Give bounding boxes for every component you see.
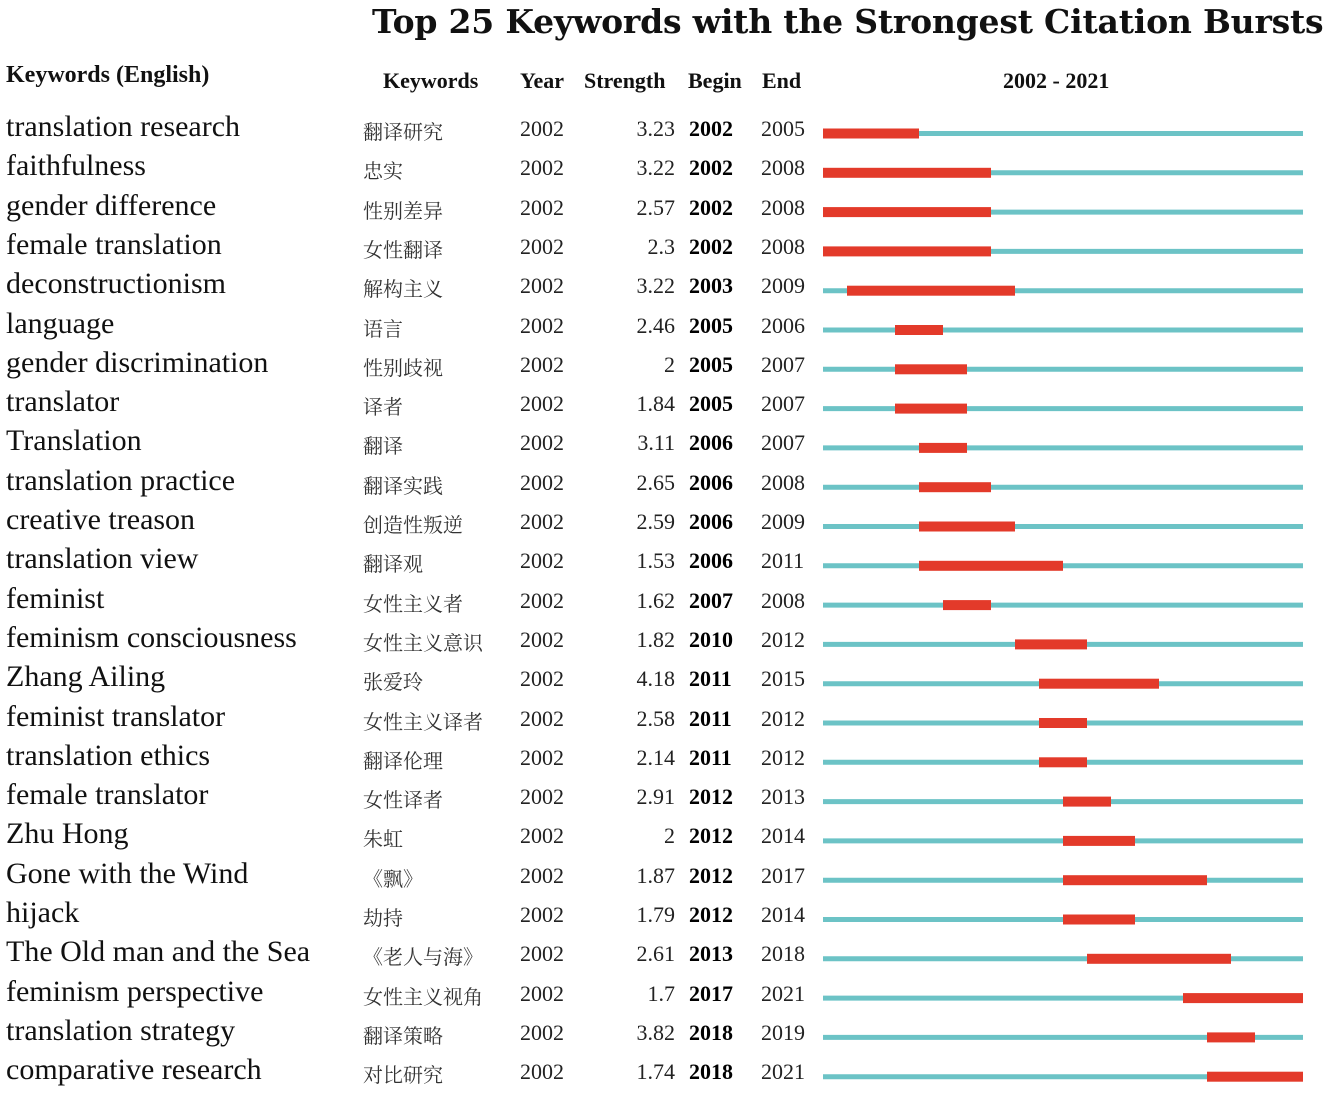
begin-value: 2018 — [689, 1059, 733, 1085]
end-value: 2009 — [761, 273, 805, 299]
end-value: 2014 — [761, 902, 805, 927]
end-value: 2007 — [761, 351, 805, 377]
strength-value: 3.11 — [637, 430, 675, 456]
strength-value: 1.62 — [636, 587, 675, 613]
english-keyword-label: translation view — [6, 542, 199, 576]
keyword-label: 翻译实践 — [363, 473, 443, 498]
english-keyword-label: deconstructionism — [6, 267, 226, 301]
keyword-label: 翻译 — [363, 434, 403, 459]
strength-value: 2 — [664, 351, 675, 377]
end-column-header: End — [762, 68, 802, 93]
begin-value: 2018 — [689, 1019, 733, 1045]
english-keyword-label: translation research — [6, 110, 241, 143]
begin-value: 2012 — [689, 862, 733, 888]
strength-value: 3.22 — [636, 273, 675, 299]
burst-bar — [1039, 757, 1087, 767]
keyword-label: 性别歧视 — [363, 355, 443, 380]
strength-value: 1.74 — [636, 1059, 675, 1085]
strength-value: 2.58 — [636, 705, 675, 731]
year-value: 2002 — [520, 469, 564, 495]
begin-value: 2002 — [689, 233, 733, 259]
burst-bar — [1063, 797, 1111, 807]
burst-bar — [1183, 993, 1303, 1003]
timeline-range-header: 2002 - 2021 — [1003, 68, 1110, 93]
year-value: 2002 — [520, 980, 564, 1006]
english-keyword-label: The Old man and the Sea — [6, 935, 311, 969]
end-value: 2012 — [761, 626, 805, 652]
end-value: 2013 — [761, 784, 805, 810]
year-value: 2002 — [520, 784, 564, 810]
burst-bar — [1063, 836, 1135, 846]
burst-bar — [1063, 875, 1207, 885]
year-value: 2002 — [520, 548, 564, 574]
keyword-label: 翻译观 — [363, 552, 423, 577]
end-value: 2008 — [761, 194, 805, 220]
burst-bar — [895, 404, 967, 414]
strength-value: 2.14 — [636, 744, 675, 770]
end-value: 2021 — [761, 980, 805, 1006]
begin-value: 2010 — [689, 626, 733, 652]
burst-bar — [1015, 639, 1087, 649]
english-keyword-label: female translator — [6, 778, 209, 812]
burst-bar — [823, 246, 991, 256]
year-value: 2002 — [520, 941, 564, 967]
begin-column-header: Begin — [688, 68, 742, 93]
keyword-label: 女性主义译者 — [363, 709, 483, 734]
burst-bar — [919, 443, 967, 453]
year-value: 2002 — [520, 312, 564, 338]
english-keyword-label: feminist translator — [6, 699, 226, 733]
keyword-label: 劫持 — [363, 906, 403, 930]
strength-value: 2.46 — [636, 312, 675, 338]
end-value: 2014 — [761, 823, 805, 849]
strength-value: 3.23 — [636, 116, 675, 141]
year-value: 2002 — [520, 430, 564, 456]
english-keyword-label: translator — [6, 385, 120, 419]
english-keyword-label: comparative research — [6, 1053, 262, 1087]
strength-value: 2.57 — [636, 194, 675, 220]
keyword-label: 女性主义视角 — [363, 984, 483, 1009]
begin-value: 2002 — [689, 116, 733, 141]
year-value: 2002 — [520, 273, 564, 299]
keyword-label: 翻译伦理 — [363, 748, 443, 773]
strength-value: 3.22 — [636, 155, 675, 181]
year-value: 2002 — [520, 823, 564, 849]
begin-value: 2013 — [689, 941, 733, 967]
end-value: 2018 — [761, 941, 805, 967]
strength-value: 2.59 — [636, 509, 675, 534]
burst-bar — [1087, 954, 1231, 964]
burst-bar — [919, 522, 1015, 532]
year-column-header: Year — [520, 68, 564, 93]
end-value: 2012 — [761, 744, 805, 770]
keyword-label: 创造性叛逆 — [363, 513, 463, 537]
begin-value: 2006 — [689, 548, 733, 574]
english-keyword-label: translation strategy — [6, 1013, 236, 1047]
begin-value: 2006 — [689, 430, 733, 456]
keyword-label: 性别差异 — [363, 198, 443, 223]
burst-bar — [1039, 679, 1159, 689]
strength-value: 1.53 — [636, 548, 675, 574]
english-keyword-label: translation practice — [6, 463, 236, 497]
end-value: 2008 — [761, 155, 805, 181]
burst-bar — [847, 286, 1015, 296]
burst-bar — [1207, 1072, 1303, 1082]
burst-bar — [895, 325, 943, 335]
year-value: 2002 — [520, 155, 564, 181]
year-value: 2002 — [520, 194, 564, 220]
begin-value: 2002 — [689, 155, 733, 181]
keyword-label: 对比研究 — [363, 1063, 443, 1088]
strength-value: 3.82 — [636, 1019, 675, 1045]
english-keyword-label: female translation — [6, 227, 222, 261]
english-keyword-label: language — [6, 306, 115, 340]
begin-value: 2011 — [689, 666, 732, 692]
begin-value: 2006 — [689, 509, 733, 534]
year-value: 2002 — [520, 902, 564, 927]
keyword-label: 女性主义意识 — [363, 630, 483, 655]
year-value: 2002 — [520, 587, 564, 613]
begin-value: 2005 — [689, 391, 733, 417]
begin-value: 2005 — [689, 312, 733, 338]
english-keywords-header: Keywords (English) — [6, 62, 210, 88]
end-value: 2012 — [761, 705, 805, 731]
year-value: 2002 — [520, 666, 564, 692]
begin-value: 2017 — [689, 980, 733, 1006]
strength-value: 2.65 — [636, 469, 675, 495]
begin-value: 2002 — [689, 194, 733, 220]
strength-value: 1.79 — [636, 902, 675, 927]
end-value: 2011 — [761, 548, 805, 574]
burst-bar — [823, 168, 991, 178]
burst-bar — [919, 561, 1063, 571]
begin-value: 2012 — [689, 823, 733, 849]
strength-value: 2 — [664, 823, 675, 849]
year-value: 2002 — [520, 744, 564, 770]
year-value: 2002 — [520, 351, 564, 377]
english-keyword-label: faithfulness — [6, 149, 146, 183]
begin-value: 2012 — [689, 902, 733, 927]
strength-column-header: Strength — [584, 68, 666, 93]
strength-value: 1.7 — [647, 980, 675, 1006]
end-value: 2008 — [761, 587, 805, 613]
keyword-label: 女性主义者 — [363, 591, 463, 616]
end-value: 2008 — [761, 233, 805, 259]
english-keyword-label: Translation — [6, 424, 142, 458]
begin-value: 2003 — [689, 273, 733, 299]
burst-bar — [943, 600, 991, 610]
end-value: 2017 — [761, 862, 805, 888]
year-value: 2002 — [520, 1019, 564, 1045]
end-value: 2008 — [761, 469, 805, 495]
burst-bar — [1063, 915, 1135, 925]
english-keyword-label: hijack — [6, 896, 80, 929]
keyword-label: 翻译研究 — [363, 120, 443, 144]
begin-value: 2007 — [689, 587, 733, 613]
english-keyword-label: gender discrimination — [6, 345, 269, 379]
keyword-label: 忠实 — [363, 159, 403, 184]
begin-value: 2011 — [689, 705, 732, 731]
year-value: 2002 — [520, 626, 564, 652]
end-value: 2005 — [761, 116, 805, 141]
year-value: 2002 — [520, 862, 564, 888]
chart-title: Top 25 Keywords with the Strongest Citation Bursts — [372, 2, 1324, 41]
year-value: 2002 — [520, 705, 564, 731]
keyword-label: 译者 — [363, 395, 403, 420]
keyword-label: 《飘》 — [363, 866, 423, 891]
keyword-label: 翻译策略 — [363, 1023, 443, 1048]
burst-bar — [1039, 718, 1087, 728]
year-value: 2002 — [520, 391, 564, 417]
year-value: 2002 — [520, 233, 564, 259]
strength-value: 2.61 — [636, 941, 675, 967]
year-value: 2002 — [520, 509, 564, 534]
keyword-label: 语言 — [363, 316, 403, 341]
end-value: 2007 — [761, 391, 805, 417]
strength-value: 1.84 — [636, 391, 675, 417]
english-keyword-label: feminism consciousness — [6, 620, 297, 654]
begin-value: 2011 — [689, 744, 732, 770]
keyword-label: 《老人与海》 — [363, 945, 483, 970]
english-keyword-label: translation ethics — [6, 738, 211, 772]
keyword-label: 解构主义 — [363, 277, 443, 302]
english-keyword-label: feminist — [6, 581, 105, 615]
year-value: 2002 — [520, 116, 564, 141]
end-value: 2006 — [761, 312, 805, 338]
keywords-column-header: Keywords — [383, 68, 479, 93]
burst-bar — [1207, 1032, 1255, 1042]
end-value: 2015 — [761, 666, 805, 692]
strength-value: 1.82 — [636, 626, 675, 652]
year-value: 2002 — [520, 1059, 564, 1085]
english-keyword-label: gender difference — [6, 188, 217, 222]
keyword-label: 女性译者 — [363, 788, 443, 813]
begin-value: 2006 — [689, 469, 733, 495]
begin-value: 2005 — [689, 351, 733, 377]
strength-value: 2.91 — [636, 784, 675, 810]
burst-bar — [919, 482, 991, 492]
english-keyword-label: Gone with the Wind — [6, 856, 249, 890]
keyword-label: 朱虹 — [363, 827, 403, 852]
keyword-label: 张爱玲 — [363, 670, 423, 695]
strength-value: 1.87 — [636, 862, 675, 888]
end-value: 2007 — [761, 430, 805, 456]
english-keyword-label: Zhu Hong — [6, 817, 129, 851]
end-value: 2009 — [761, 509, 805, 534]
strength-value: 4.18 — [636, 666, 675, 692]
strength-value: 2.3 — [647, 233, 675, 259]
end-value: 2021 — [761, 1059, 805, 1085]
english-keyword-label: feminism perspective — [6, 974, 264, 1008]
burst-bar — [823, 129, 919, 139]
burst-bar — [895, 364, 967, 374]
begin-value: 2012 — [689, 784, 733, 810]
keyword-label: 女性翻译 — [363, 237, 443, 262]
english-keyword-label: creative treason — [6, 503, 196, 536]
burst-bar — [823, 207, 991, 217]
english-keyword-label: Zhang Ailing — [6, 660, 166, 694]
end-value: 2019 — [761, 1019, 805, 1045]
